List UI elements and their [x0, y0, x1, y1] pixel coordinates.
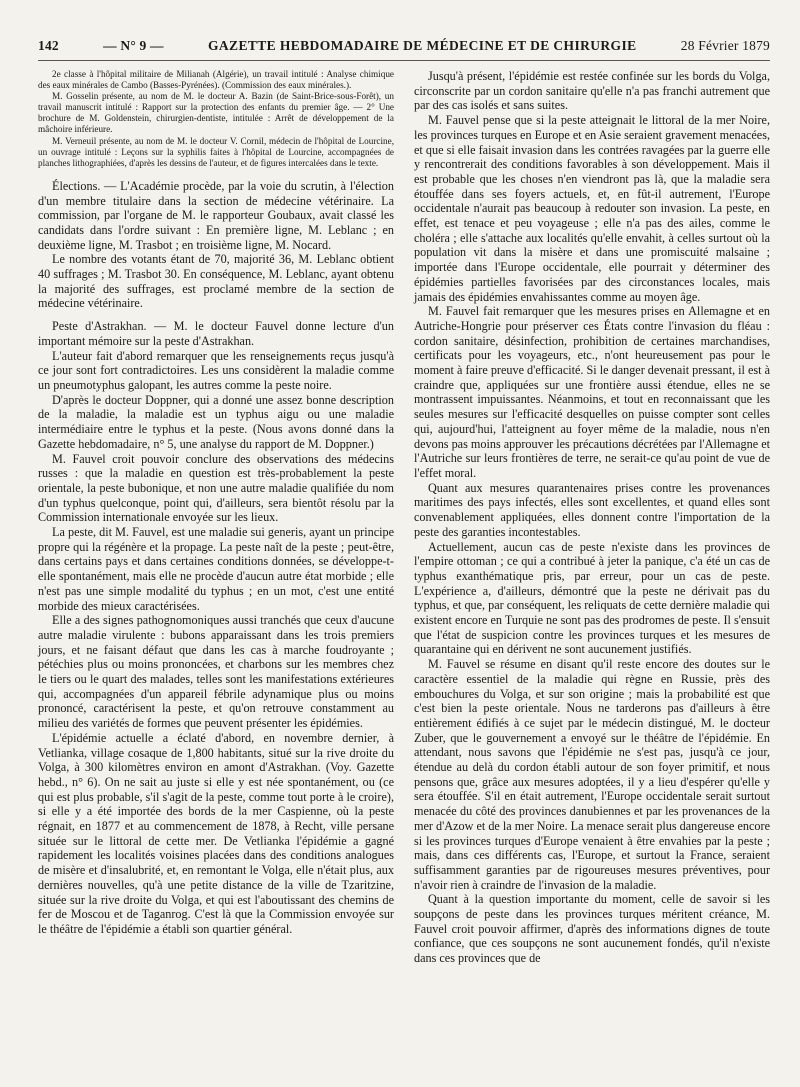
page-number: 142 [38, 38, 59, 53]
paragraph: M. Fauvel fait remarquer que les mesures prises en Allemagne et en Autriche-Hongrie pour préserver ces États contre l'invasion du fléau : cordon sanitaire, désinfection, prohibition de certaines marchandises, certificats pour les voyageurs, etc., n'ont heureusement pas pour le moment à faire preuve d'efficacité. Si le danger devenait pressant, il est à craindre que, appliquées sur une frontière aussi étendue, elles ne se montrassent impuissantes. Néanmoins, et tout en reconnaissant que les seules mesures sur l'efficacité desquelles on puisse compter sont celles qui, aujourd'hui, l'atteignent au foyer même de la maladie, nous n'en devons pas moins approuver les précautions décrétées par l'Allemagne et l'Autriche sur leurs frontières de terre, ne serait-ce qu'au point de vue de l'effet moral. [414, 304, 770, 480]
paragraph: Jusqu'à présent, l'épidémie est restée confinée sur les bords du Volga, circonscrite par un cordon sanitaire qu'elle n'a pas franchi autrement que par des cas isolés et sans suites. [414, 69, 770, 113]
notices-block [38, 69, 394, 169]
paragraph: M. Fauvel croit pouvoir conclure des observations des médecins russes : que la maladie en question est très-probablement la peste orientale, la peste bubonique, et non une autre maladie qualifiée du nom d'un typhus quelconque, point qui, d'ailleurs, sera bientôt résolu par la Commission internationale envoyée sur les lieux. [38, 451, 394, 525]
paragraph: L'épidémie actuelle a éclaté d'abord, en novembre dernier, à Vetlianka, village cosaque de 1,800 habitants, situé sur la rive droite du Volga, à 300 kilomètres environ en amont d'Astrakhan. (Voy. Gazette hebd., n° 6). On ne sait au juste si elle y est née spontanément, ou (ce qui est plus probable, s'il s'agit de la peste, comme tout porte à le croire), si elle y a été importée des bords de la mer Caspienne, où la peste régnait, en 1877 et au commencement de 1878, à Recht, ville persane située sur le littoral de cette mer. De Vetlianka l'épidémie a gagné rapidement les localités voisines placées dans des conditions analogues de misère et d'insalubrité, et, en remontant le Volga, elle n'était plus, aux dernières nouvelles, qu'à une petite distance de la ville de Tzaritzine, située sur la rive droite du Volga, et qui est l'aboutissant des chemins de fer de Moscou et de Taganrog. C'est là que la Commission envoyée sur le théâtre de l'épidémie a établi son quartier général. [38, 730, 394, 936]
issue-date: 28 Février 1879 [680, 38, 770, 53]
paragraph-elections: Élections. — L'Académie procède, par la voie du scrutin, à l'élection d'un membre titulaire dans la section de médecine vétérinaire. La commission, par l'organe de M. le rapporteur Goubaux, avait classé les candidats dans l'ordre suivant : En première ligne, M. Leblanc ; en deuxième ligne, M. Trasbot ; en troisième ligne, M. Nocard. [38, 178, 394, 252]
paragraph-peste-astrakhan: Peste d'Astrakhan. — M. le docteur Fauvel donne lecture d'un important mémoire sur la peste d'Astrakhan. [38, 319, 394, 348]
paragraph: La peste, dit M. Fauvel, est une maladie sui generis, ayant un principe propre qui la régénère et la propage. La peste naît de la peste ; peut-être, dans certains pays et dans certaines conditions données, se développe-t-elle spontanément, mais elle ne procède d'aucun autre état morbide ; elle n'est pas une simple modalité du typhus ; en un mot, c'est une entité morbide des mieux caractérisées. [38, 525, 394, 613]
paragraph: D'après le docteur Doppner, qui a donné une assez bonne description de la maladie, la maladie est un typhus aigu ou une maladie intermédiaire entre le typhus et la peste. (Nous avons donné dans la Gazette hebdomadaire, n° 5, une analyse du rapport de M. Doppner.) [38, 392, 394, 451]
journal-title: GAZETTE HEBDOMADAIRE DE MÉDECINE ET DE CHIRURGIE [207, 38, 637, 53]
running-header [38, 38, 770, 61]
paragraph: M. Fauvel pense que si la peste atteignait le littoral de la mer Noire, les provinces turques en Europe et en Asie seraient gravement menacées, et que si elle faisait invasion dans les contrées ravagées par la guerre elle y rencontrerait des conditions favorables à son développement. Mais il est probable que les choses n'en viendront pas là, que la maladie sera étouffée dans ses foyers actuels, et, en fût-il autrement, l'Europe occidentale n'aurait pas beaucoup à redouter son invasion. La peste, en effet, est tenace et peu voyageuse ; elle n'a pas des ailes, comme le choléra ; elle s'attache aux localités qu'elle envahit, à celles surtout où la population vit dans la misère et dans une promiscuité malsaine ; importée dans l'Europe occidentale, elle pourrait y déterminer des épidémies partielles favorisées par des circonstances locales, mais jamais des épidémies envahissantes comme au moyen âge. [414, 113, 770, 304]
paragraph: Le nombre des votants étant de 70, majorité 36, M. Leblanc obtient 40 suffrages ; M. Trasbot 30. En conséquence, M. Leblanc, ayant obtenu la majorité des suffrages, est proclamé membre de la section de médecine vétérinaire. [38, 252, 394, 311]
paragraph: Quant aux mesures quarantenaires prises contre les provenances maritimes des pays infectés, elles sont excellentes, et quand elles sont convenablement appliquées, elles donnent contre l'importation de la peste des garanties incontestables. [414, 480, 770, 539]
paragraph: L'auteur fait d'abord remarquer que les renseignements reçus jusqu'à ce jour sont fort contradictoires. Les uns considèrent la maladie comme un pneumotyphus galopant, les autres comme la peste noire. [38, 348, 394, 392]
notice: 2e classe à l'hôpital militaire de Milianah (Algérie), un travail intitulé : Analyse chimique des eaux minérales de Cambo (Basses-Pyrénées). (Commission des eaux minérales.). [38, 69, 394, 91]
left-column [38, 69, 394, 966]
issue-number: — N° 9 — [103, 38, 164, 53]
notice: M. Verneuil présente, au nom de M. le docteur V. Cornil, médecin de l'hôpital de Lourcine, un ouvrage intitulé : Leçons sur la syphilis faites à l'hôpital de Lourcine, accompagnées de planches lithographiées, d'après les dessins de l'auteur, et de figures intercalées dans le texte. [38, 135, 394, 168]
paragraph: Actuellement, aucun cas de peste n'existe dans les provinces de l'empire ottoman ; ce qui a contribué à jeter la panique, c'a été un cas de typhus exanthématique pris, par erreur, pour un cas de peste. L'expérience a, d'ailleurs, démontré que la peste ne dérivait pas du typhus, et que, par conséquent, les reliquats de cette dernière maladie qui existent encore en Turquie ne sont pas des prodromes de peste. Il s'ensuit que l'état de suspicion contre les provinces turques et les mesures de quarantaine qui en dérivent ne sont aucunement justifiés. [414, 539, 771, 657]
notice: M. Gosselin présente, au nom de M. le docteur A. Bazin (de Saint-Brice-sous-Forêt), un travail manuscrit intitulé : Rapport sur la protection des enfants du premier âge. — 2° Une brochure de M. Goldenstein, chirurgien-dentiste, intitulée : Arrêt de développement de la mâchoire inférieure. [38, 91, 394, 135]
paragraph: Elle a des signes pathognomoniques aussi tranchés que ceux d'aucune autre maladie virulente : bubons apparaissant dans les trois premiers jours, et ne faisant défaut que dans les cas à marche foudroyante ; pétéchies plus ou moins prononcées, et charbons sur les membres chez le tiers ou le quart des malades, telles sont les manifestations extérieures qui, accompagnées d'un appareil fébrile adynamique plus ou moins prononcé, caractérisent la peste, et qu'on retrouve constamment au milieu des variétés de formes que peuvent présenter les épidémies. [38, 613, 394, 731]
paragraph: Quant à la question importante du moment, celle de savoir si les soupçons de peste dans les provinces turques méritent créance, M. Fauvel croit pouvoir affirmer, d'après des informations dignes de toute confiance, que ces soupçons ne sont aucunement fondés, qu'il n'existe dans ces provinces que de [414, 892, 770, 966]
paragraph: M. Fauvel se résume en disant qu'il reste encore des doutes sur le caractère essentiel de la maladie qui règne en Russie, près des embouchures du Volga, et sur son origine ; mais la probabilité est que c'est bien la peste orientale. Nous ne tarderons pas d'ailleurs à être entièrement édifiés à ce sujet par le médecin distingué, M. le docteur Zuber, que le gouvernement a envoyé sur le théâtre de l'épidémie. En attendant, nous savons que l'épidémie ne s'est pas, jusqu'à ce jour, étendue au delà du cordon établi autour de son foyer primitif, et nous pensons que, grâce aux mesures adoptées, il y a lieu d'espérer qu'elle y sera étouffée. S'il en était autrement, l'Europe occidentale serait surtout menacée du côté des provinces danubiennes et par les provenances de la mer d'Azow et de la mer Noire. La menace serait plus dangereuse encore si les provinces turques d'Europe venaient à être envahies par la peste ; mais, dans ces différents cas, l'Europe, et surtout la France, seraient suffisamment garanties par de rigoureuses mesures préventives, pour n'avoir rien à craindre de l'invasion de la maladie. [414, 657, 770, 892]
right-column [414, 69, 770, 966]
text-columns [38, 69, 770, 966]
